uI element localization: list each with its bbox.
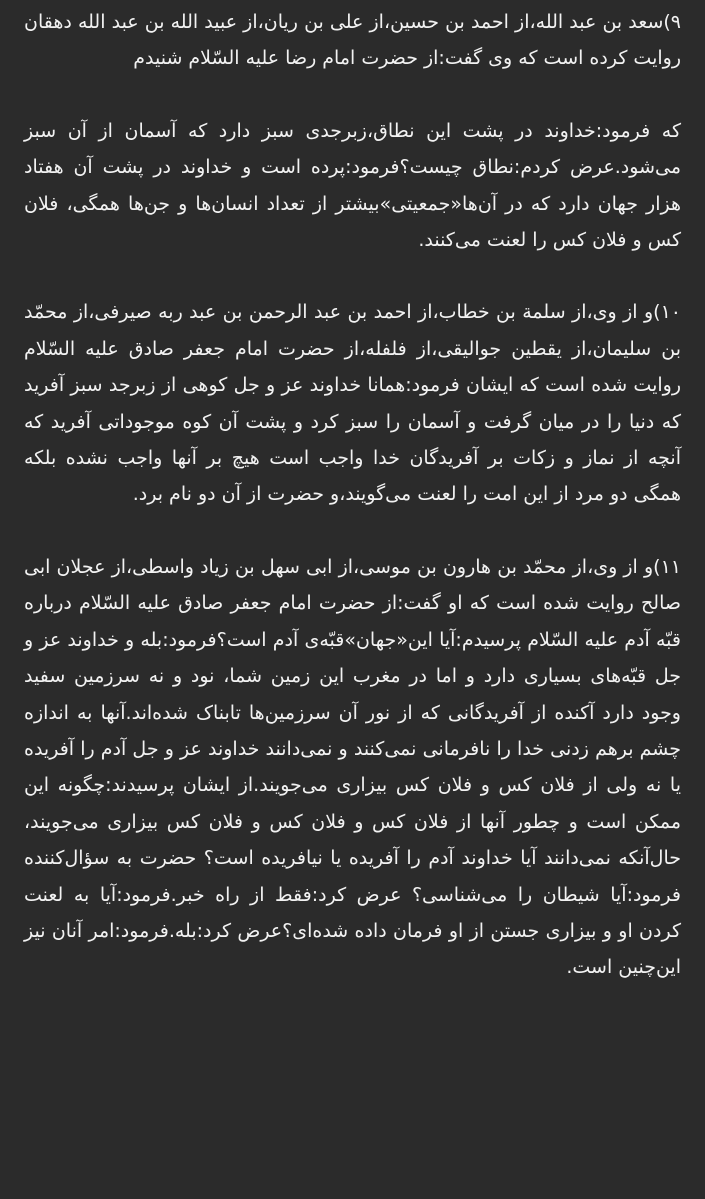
hadith-paragraph-10: ۱۰)و از وی،از سلمة بن خطاب،از احمد بن عبد الرحمن بن عبد ربه صیرفی،از محمّد بن سلیمان،از یقطین جوالیقی،از فلفله،از حضرت امام جعفر صادق علیه السّلام روایت شده است که ایشان فرمود:همانا خداوند عز و جل کوهی از زبرجد سبز آفرید که دنیا را در میان گرفت و آسمان را سبز کرد و پشت آن کوه موجوداتی آفرید که آنچه از نماز و زکات بر آفریدگان خدا واجب است هیچ بر آنها واجب نشده بلکه همگی دو مرد از این امت را لعنت می‌گویند،و حضرت از آن دو نام برد. <box>24 301 681 506</box>
hadith-paragraph-9-continued: که فرمود:خداوند در پشت این نطاق،زبرجدی سبز دارد که آسمان از آن سبز می‌شود.عرض کردم:نطاق چیست؟فرمود:پرده است و خداوند در پشت آن هفتاد هزار جهان دارد که در آن‌ها«جمعیتی»بیشتر از تعداد انسان‌ها و جن‌ها همگی، فلان کس و فلان کس را لعنت می‌کنند. <box>24 119 681 252</box>
hadith-paragraph-9: ۹)سعد بن عبد الله،از احمد بن حسین،از علی بن ریان،از عبید الله بن عبد الله دهقان روایت کرده است که وی گفت:از حضرت امام رضا علیه السّلام شنیدم <box>24 11 681 70</box>
hadith-paragraph-11: ۱۱)و از وی،از محمّد بن هارون بن موسی،از ابی سهل بن زیاد واسطی،از عجلان ابی صالح روایت شده است که او گفت:از حضرت امام جعفر صادق علیه السّلام درباره قبّه آدم علیه السّلام پرسیدم:آیا این«جهان»قبّه‌ی آدم است؟فرمود:بله و خداوند عز و جل قبّه‌های بسیاری دارد و اما در مغرب این زمین شما، نود و نه سرزمین سفید وجود دارد آکنده از آفریدگانی که از نور آن سرزمین‌ها تابناک شده‌اند.آنها به اندازه چشم برهم زدنی خدا را نافرمانی نمی‌کنند و نمی‌دانند خداوند عز و جل آدم را آفریده یا نه ولی از فلان کس و فلان کس بیزاری می‌جویند.از ایشان پرسیدند:چگونه این ممکن است و چطور آنها از فلان کس و فلان کس و فلان کس بیزاری می‌جویند، حال‌آنکه نمی‌دانند آیا خداوند آدم را آفریده یا نیافریده است؟ حضرت به سؤال‌کننده فرمود:آیا شیطان را می‌شناسی؟ عرض کرد:فقط از راه خبر.فرمود:آیا به لعنت کردن او و بیزاری جستن از او فرمان داده شده‌ای؟عرض کرد:بله.فرمود:امر آنان نیز این‌چنین است. <box>24 555 681 979</box>
